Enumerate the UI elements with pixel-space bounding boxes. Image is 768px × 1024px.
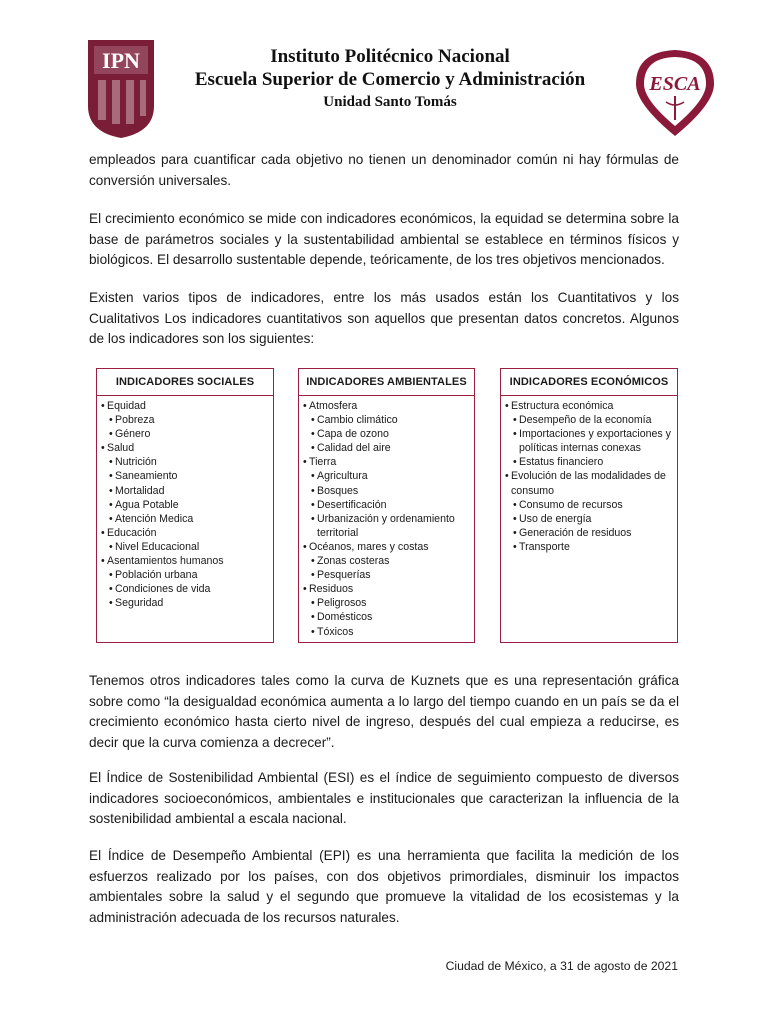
paragraph-2: El crecimiento económico se mide con indicadores económicos, la equidad se determina sobre la base de parámetros sociales y la sustentabilidad ambiental se establece en términos físicos y biológicos. El desarrollo sustentable depende, teóricamente, de los tres objetivos mencionados. — [89, 211, 679, 268]
paragraph-3: Existen varios tipos de indicadores, entre los más usados están los Cuantitativos y los Cualitativos Los indicadores cuantitativos son aquellos que presentan datos concretos. Algunos de los indicadores son los siguientes: — [89, 290, 679, 347]
indicator-item: • Nivel Educacional — [101, 540, 269, 554]
institution-name: Instituto Politécnico Nacional — [270, 46, 510, 67]
indicator-item: • Tóxicos — [303, 625, 470, 639]
school-name: Escuela Superior de Comercio y Administración — [194, 69, 586, 90]
paragraph-5: El Índice de Sostenibilidad Ambiental (ESI) es el índice de seguimiento compuesto de diversos indicadores socioeconómicos, ambientales e institucionales que caracterizan la influencia de la sostenibilidad ambiental a escala nacional. — [89, 770, 679, 827]
social-indicators-list — [101, 399, 269, 610]
indicator-item: • Peligrosos — [303, 596, 470, 610]
indicator-item: • Género — [101, 427, 269, 441]
indicator-item: • Nutrición — [101, 455, 269, 469]
indicator-item: • Saneamiento — [101, 469, 269, 483]
indicator-item: • Zonas costeras — [303, 554, 470, 568]
indicator-item: • Importaciones y exportaciones y políticas internas conexas — [505, 427, 673, 455]
indicator-item: • Capa de ozono — [303, 427, 470, 441]
indicator-item: • Salud — [101, 441, 269, 455]
indicator-item: • Equidad — [101, 399, 269, 413]
unit-name: Unidad Santo Tomás — [323, 94, 457, 110]
indicator-item: • Estructura económica — [505, 399, 673, 413]
indicator-item: • Mortalidad — [101, 484, 269, 498]
document-header — [160, 46, 620, 112]
indicator-item: • Atmosfera — [303, 399, 470, 413]
environmental-indicators-list — [303, 399, 470, 639]
paragraph-6: El Índice de Desempeño Ambiental (EPI) es una herramienta que facilita la medición de los esfuerzos realizado por los países, con dos objetivos primordiales, disminuir los impactos ambientales sobre la salud y el segundo que promueve la vitalidad de los ecosistemas y la administración adecuada de los recursos naturales. — [89, 848, 679, 925]
indicator-item: • Uso de energía — [505, 512, 673, 526]
economic-indicators-list — [505, 399, 673, 554]
paragraph-1: empleados para cuantificar cada objetivo no tienen un denominador común ni hay fórmulas de conversión universales. — [89, 152, 679, 188]
ipn-logo-text: IPN — [102, 48, 140, 73]
indicator-item: • Océanos, mares y costas — [303, 540, 470, 554]
social-indicators-title: INDICADORES SOCIALES — [97, 369, 273, 396]
indicator-item: • Atención Medica — [101, 512, 269, 526]
indicator-item: • Asentamientos humanos — [101, 554, 269, 568]
ipn-logo — [84, 36, 158, 140]
environmental-indicators-box — [298, 368, 475, 643]
indicator-item: • Pobreza — [101, 413, 269, 427]
indicator-item: • Urbanización y ordenamiento territorial — [303, 512, 470, 540]
indicator-item: • Calidad del aire — [303, 441, 470, 455]
indicator-item: • Estatus financiero — [505, 455, 673, 469]
economic-indicators-box — [500, 368, 678, 643]
indicator-item: • Evolución de las modalidades de consumo — [505, 469, 673, 497]
indicator-item: • Consumo de recursos — [505, 498, 673, 512]
indicator-item: • Desempeño de la economía — [505, 413, 673, 427]
indicator-item: • Transporte — [505, 540, 673, 554]
indicator-item: • Tierra — [303, 455, 470, 469]
paragraph-4: Tenemos otros indicadores tales como la curva de Kuznets que es una representación gráfica sobre como “la desigualdad económica aumenta a lo largo del tiempo cuando en un país se da el crecimiento económico hasta cierto nivel de ingreso, después del cual empieza a reducirse, es decir que la curva comienza a decrecer”. — [89, 673, 679, 750]
indicator-item: • Desertificación — [303, 498, 470, 512]
indicator-item: • Educación — [101, 526, 269, 540]
indicator-item: • Cambio climático — [303, 413, 470, 427]
indicator-item: • Domésticos — [303, 610, 470, 624]
environmental-indicators-title: INDICADORES AMBIENTALES — [299, 369, 474, 396]
esca-logo — [632, 46, 718, 138]
indicator-item: • Pesquerías — [303, 568, 470, 582]
footer-date: Ciudad de México, a 31 de agosto de 2021 — [445, 959, 678, 973]
indicator-item: • Residuos — [303, 582, 470, 596]
economic-indicators-title: INDICADORES ECONÓMICOS — [501, 369, 677, 396]
indicator-item: • Condiciones de vida — [101, 582, 269, 596]
indicator-item: • Bosques — [303, 484, 470, 498]
indicator-item: • Agricultura — [303, 469, 470, 483]
social-indicators-box — [96, 368, 274, 643]
indicator-item: • Generación de residuos — [505, 526, 673, 540]
indicator-item: • Población urbana — [101, 568, 269, 582]
indicator-item: • Seguridad — [101, 596, 269, 610]
esca-logo-text: ESCA — [649, 73, 701, 95]
indicator-item: • Agua Potable — [101, 498, 269, 512]
